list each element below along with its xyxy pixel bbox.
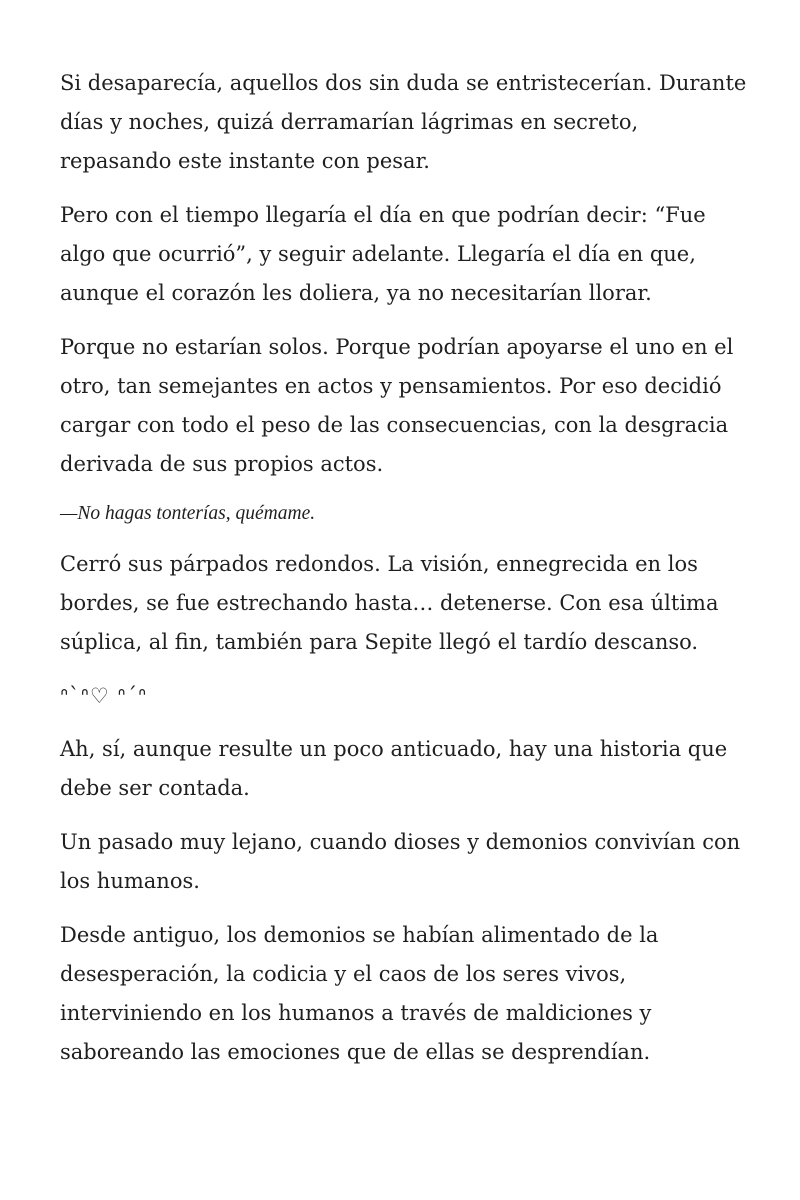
paragraph: Desde antiguo, los demonios se habían alimentado de la desesperación, la codicia y el caos de los seres vivos, interviniendo en los humanos a través de maldiciones y saboreando las emociones que de ellas se desprendían.: [60, 923, 659, 1064]
paragraph: Un pasado muy lejano, cuando dioses y demonios convivían con los humanos.: [60, 830, 741, 893]
paragraph: Ah, sí, aunque resulte un poco anticuado, hay una historia que debe ser contada.: [60, 737, 728, 800]
paragraph: Si desaparecía, aquellos dos sin duda se entristecerían. Durante días y noches, quizá derramarían lágrimas en secreto, repasando este instante con pesar.: [60, 71, 747, 173]
page-text: [60, 64, 750, 1087]
scene-separator: ᐢ`ᐢ♡ ᐢ´ᐢ: [60, 684, 148, 708]
paragraph: Cerró sus párpados redondos. La visión, ennegrecida en los bordes, se fue estrechando hasta… detenerse. Con esa última súplica, al fin, también para Sepite llegó el tardío descanso.: [60, 552, 719, 654]
dialogue-line: —No hagas tonterías, quémame.: [60, 503, 316, 524]
paragraph: Porque no estarían solos. Porque podrían apoyarse el uno en el otro, tan semejantes en actos y pensamientos. Por eso decidió cargar con todo el peso de las consecuencias, con la desgracia derivada de sus propios actos.: [60, 335, 734, 476]
paragraph: Pero con el tiempo llegaría el día en que podrían decir: “Fue algo que ocurrió”, y seguir adelante. Llegaría el día en que, aunque el corazón les doliera, ya no necesitarían llorar.: [60, 203, 706, 305]
